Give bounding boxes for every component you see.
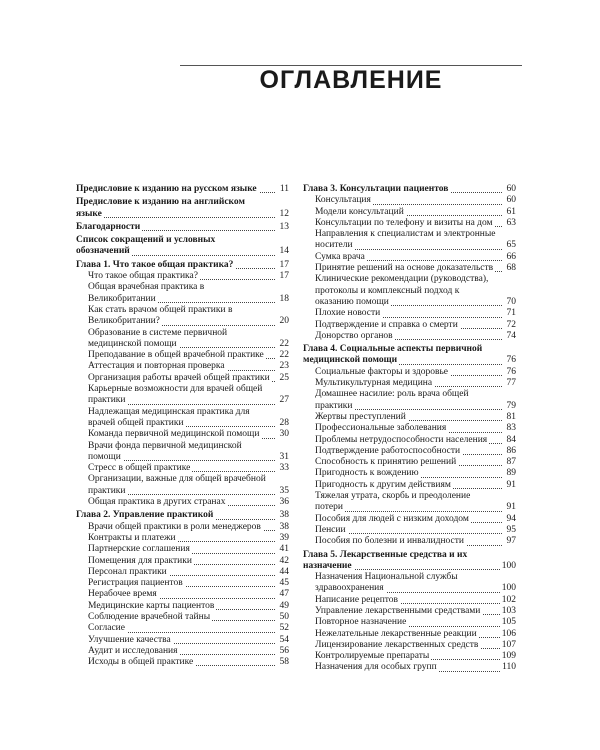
- toc-entry-title: Регистрация пациентов: [88, 578, 183, 589]
- toc-section-entry[interactable]: [88, 384, 289, 407]
- toc-entry-title: Партнерские соглашения: [88, 544, 190, 555]
- toc-entry-title: Команда первичной медицинской помощи: [88, 429, 260, 440]
- toc-entry-title: Проблемы нетрудоспособности населения: [315, 434, 488, 445]
- toc-page-number: 25: [279, 372, 289, 383]
- toc-page-number: 35: [279, 485, 289, 496]
- toc-page-number: 17: [279, 271, 289, 282]
- toc-entry-title: Надлежащая медицинская практика для врачей общей практики: [88, 406, 250, 428]
- toc-entry-title: Исходы в общей практике: [88, 657, 194, 668]
- toc-chapter-entry[interactable]: [76, 197, 289, 220]
- toc-entry-title: Сумка врача: [315, 251, 365, 262]
- toc-entry-title: Консультация: [315, 195, 371, 206]
- toc-entry-title: Способность к принятию решений: [315, 457, 457, 468]
- toc-page-number: 100: [501, 560, 516, 571]
- toc-page-number: 39: [279, 532, 289, 543]
- toc-section-entry[interactable]: [315, 252, 516, 263]
- toc-entry-title: Пенсии: [315, 524, 346, 535]
- toc-page-number: 18: [279, 293, 289, 304]
- toc-entry-title: Карьерные возможности для врачей общей практики: [88, 384, 263, 406]
- toc-page-number: 13: [279, 221, 289, 232]
- toc-entry-title: Организации, важные для общей врачебной практики: [88, 474, 266, 496]
- toc-section-entry[interactable]: [315, 263, 516, 274]
- toc-entry-title: Подтверждение и справка о смерти: [315, 319, 458, 330]
- toc-entry-title: Аттестация и повторная проверка: [88, 361, 225, 372]
- toc-entry-title: Глава 2. Управление практикой: [76, 510, 214, 521]
- toc-entry-title: Домашнее насилие: роль врача общей практики: [315, 389, 469, 411]
- toc-page-number: 77: [506, 378, 516, 389]
- toc-chapter-entry[interactable]: [303, 344, 516, 367]
- toc-page-number: 72: [506, 319, 516, 330]
- toc-page-number: 22: [279, 338, 289, 349]
- toc-page-number: 102: [501, 594, 516, 605]
- toc-section-entry[interactable]: [315, 229, 516, 252]
- toc-page-number: 87: [506, 457, 516, 468]
- toc-page-number: 47: [279, 589, 289, 600]
- toc-section-entry[interactable]: [315, 320, 516, 331]
- toc-entry-title: Повторное назначение: [315, 617, 407, 628]
- toc-section-entry[interactable]: [315, 536, 516, 547]
- toc-chapter-entry[interactable]: [76, 222, 289, 233]
- toc-entry-title: Список сокращений и условных обозначений: [76, 235, 216, 257]
- toc-page-number: 84: [506, 434, 516, 445]
- toc-page-number: 45: [279, 578, 289, 589]
- toc-page-number: 71: [506, 308, 516, 319]
- toc-section-entry[interactable]: [88, 533, 289, 544]
- toc-entry-title: Общая практика в других странах: [88, 497, 226, 508]
- toc-section-entry[interactable]: [315, 331, 516, 342]
- toc-section-entry[interactable]: [315, 367, 516, 378]
- toc-section-entry[interactable]: [88, 646, 289, 657]
- toc-section-entry[interactable]: [88, 623, 289, 634]
- toc-page-number: 66: [506, 251, 516, 262]
- toc-section-entry[interactable]: [88, 578, 289, 589]
- toc-section-entry[interactable]: [315, 480, 516, 491]
- toc-section-entry[interactable]: [315, 457, 516, 468]
- toc-entry-title: Пособия для людей с низким доходом: [315, 513, 469, 524]
- toc-page-number: 89: [506, 468, 516, 479]
- toc-page-number: 76: [506, 355, 516, 366]
- toc-entry-title: Общая врачебная практика в Великобритании: [88, 282, 205, 304]
- toc-entry-title: Контролируемые препараты: [315, 651, 430, 662]
- toc-entry-title: Профессиональные заболевания: [315, 423, 447, 434]
- toc-entry-title: Клинические рекомендации (руководства), протоколы и комплексный подход к оказанию помощи: [315, 274, 489, 307]
- toc-page-number: 107: [501, 639, 516, 650]
- toc-entry-title: Аудит и исследования: [88, 645, 178, 656]
- toc-page-number: 83: [506, 423, 516, 434]
- toc-entry-title: Жертвы преступлений: [315, 411, 406, 422]
- toc-section-entry[interactable]: [88, 429, 289, 440]
- toc-section-entry[interactable]: [88, 271, 289, 282]
- toc-section-entry[interactable]: [315, 412, 516, 423]
- toc-section-entry[interactable]: [315, 491, 516, 514]
- toc-section-entry[interactable]: [88, 589, 289, 600]
- toc-section-entry[interactable]: [88, 328, 289, 351]
- toc-page-number: 17: [279, 259, 289, 270]
- toc-entry-title: Врачи фонда первичной медицинской помощи: [88, 440, 242, 462]
- toc-entry-title: Модели консультаций: [315, 206, 404, 217]
- toc-page-number: 38: [279, 521, 289, 532]
- toc-chapter-entry[interactable]: [76, 510, 289, 521]
- toc-page-number: 106: [501, 628, 516, 639]
- toc-entry-title: Что такое общая практика?: [88, 271, 198, 282]
- toc-section-entry[interactable]: [315, 514, 516, 525]
- toc-section-entry[interactable]: [88, 497, 289, 508]
- toc-page-number: 60: [506, 195, 516, 206]
- toc-section-entry[interactable]: [88, 601, 289, 612]
- toc-page-number: 28: [279, 417, 289, 428]
- toc-entry-title: Пригодность к вождению: [315, 468, 419, 479]
- toc-page-number: 79: [506, 400, 516, 411]
- toc-section-entry[interactable]: [88, 361, 289, 372]
- toc-section-entry[interactable]: [315, 423, 516, 434]
- toc-page-number: 30: [279, 429, 289, 440]
- toc-chapter-entry[interactable]: [76, 260, 289, 271]
- toc-section-entry[interactable]: [88, 350, 289, 361]
- toc-entry-title: Написание рецептов: [315, 594, 399, 605]
- toc-entry-title: Соблюдение врачебной тайны: [88, 611, 211, 622]
- toc-page-number: 61: [506, 206, 516, 217]
- toc-page-number: 38: [279, 510, 289, 521]
- toc-entry-title: Принятие решений на основе доказательств: [315, 263, 494, 274]
- toc-entry-title: Образование в системе первичной медицинской помощи: [88, 327, 228, 349]
- toc-entry-title: Преподавание в общей врачебной практике: [88, 350, 264, 361]
- toc-entry-title: Персонал практики: [88, 566, 167, 577]
- toc-entry-title: Глава 3. Консультации пациентов: [303, 184, 449, 194]
- toc-page-number: 68: [506, 263, 516, 274]
- toc-page-number: 41: [279, 544, 289, 555]
- toc-entry-title: Предисловие к изданию на английском языке: [76, 197, 245, 219]
- toc-page-number: 86: [506, 445, 516, 456]
- toc-section-entry[interactable]: [315, 378, 516, 389]
- toc-entry-title: Подтверждение работоспособности: [315, 445, 461, 456]
- toc-chapter-entry[interactable]: [76, 184, 289, 195]
- toc-page-number: 70: [506, 296, 516, 307]
- toc-section-entry[interactable]: [315, 640, 516, 651]
- toc-section-entry[interactable]: [315, 207, 516, 218]
- toc-entry-title: Нерабочее время: [88, 589, 157, 600]
- toc-section-entry[interactable]: [315, 662, 516, 673]
- toc-section-entry[interactable]: [88, 441, 289, 464]
- toc-entry-title: Благодарности: [76, 221, 141, 232]
- toc-entry-title: Лицензирование лекарственных средств: [315, 639, 479, 650]
- toc-page-number: 31: [279, 451, 289, 462]
- toc-section-entry[interactable]: [315, 629, 516, 640]
- toc-section-entry[interactable]: [88, 474, 289, 497]
- toc-page-number: 12: [279, 208, 289, 219]
- toc-section-entry[interactable]: [315, 606, 516, 617]
- toc-page-number: 100: [501, 583, 516, 594]
- toc-section-entry[interactable]: [315, 572, 516, 595]
- toc-page-number: 11: [279, 184, 289, 194]
- toc-entry-title: Глава 1. Что такое общая практика?: [76, 259, 234, 270]
- toc-section-entry[interactable]: [88, 522, 289, 533]
- toc-entry-title: Организация работы врачей общей практики: [88, 372, 270, 383]
- toc-entry-title: Предисловие к изданию на русском языке: [76, 184, 257, 194]
- toc-page-number: 42: [279, 555, 289, 566]
- toc-section-entry[interactable]: [315, 218, 516, 229]
- toc-section-entry[interactable]: [88, 635, 289, 646]
- toc-page-number: 22: [279, 350, 289, 361]
- toc-entry-title: Социальные факторы и здоровье: [315, 366, 448, 377]
- toc-entry-title: Направления к специалистам и электронные носители: [315, 229, 496, 251]
- toc-page-number: 91: [506, 479, 516, 490]
- toc-entry-title: Плохие новости: [315, 308, 381, 319]
- toc-section-entry[interactable]: [88, 567, 289, 578]
- toc-entry-title: Управление лекарственными средствами: [315, 605, 481, 616]
- toc-section-entry[interactable]: [315, 651, 516, 662]
- toc-page-number: 95: [506, 524, 516, 535]
- toc-section-entry[interactable]: [88, 373, 289, 384]
- toc-page-number: 33: [279, 463, 289, 474]
- toc-entry-title: Донорство органов: [315, 330, 393, 341]
- toc-section-entry[interactable]: [88, 657, 289, 668]
- toc-section-entry[interactable]: [88, 407, 289, 430]
- toc-entry-title: Пособия по болезни и инвалидности: [315, 536, 464, 547]
- toc-page-number: 60: [506, 184, 516, 194]
- toc-page-number: 27: [279, 395, 289, 406]
- toc-entry-title: Врачи общей практики в роли менеджеров: [88, 521, 261, 532]
- toc-page-number: 58: [279, 657, 289, 668]
- toc-right-column: [303, 184, 516, 674]
- toc-page-number: 105: [501, 617, 516, 628]
- toc-page-number: 36: [279, 497, 289, 508]
- toc-page-number: 14: [279, 246, 289, 257]
- toc-entry-title: Глава 4. Социальные аспекты первичной медицинской помощи: [303, 344, 483, 366]
- toc-entry-title: Помещения для практики: [88, 555, 192, 566]
- page-title: ОГЛАВЛЕНИЕ: [259, 66, 443, 94]
- toc-section-entry[interactable]: [88, 544, 289, 555]
- toc-page-number: 54: [279, 634, 289, 645]
- toc-entry-title: Консультации по телефону и визиты на дом: [315, 217, 493, 228]
- toc-chapter-entry[interactable]: [76, 235, 289, 258]
- toc-entry-title: Улучшение качества: [88, 634, 171, 645]
- toc-entry-title: Нежелательные лекарственные реакции: [315, 628, 477, 639]
- toc-entry-title: Согласие: [88, 623, 125, 634]
- toc-page-number: 81: [506, 411, 516, 422]
- toc-page-number: 110: [502, 662, 516, 673]
- toc-entry-title: Глава 5. Лекарственные средства и их назначение: [303, 549, 468, 571]
- toc-page-number: 23: [279, 361, 289, 372]
- toc-section-entry[interactable]: [315, 389, 516, 412]
- toc-section-entry[interactable]: [315, 435, 516, 446]
- toc-entry-title: Контракты и платежи: [88, 532, 176, 543]
- toc-entry-title: Назначения для особых групп: [315, 662, 437, 673]
- toc-page-number: 91: [506, 502, 516, 513]
- toc-left-column: [76, 184, 289, 668]
- toc-page-number: 94: [506, 513, 516, 524]
- toc-entry-title: Пригодность к другим действиям: [315, 479, 451, 490]
- toc-page-number: 103: [501, 605, 516, 616]
- toc-chapter-entry[interactable]: [303, 184, 516, 195]
- toc-entry-title: Тяжелая утрата, скорбь и преодоление потери: [315, 491, 471, 513]
- toc-page-number: 74: [506, 330, 516, 341]
- toc-section-entry[interactable]: [315, 195, 516, 206]
- toc-section-entry[interactable]: [88, 463, 289, 474]
- toc-page-number: 56: [279, 645, 289, 656]
- toc-section-entry[interactable]: [315, 468, 516, 479]
- toc-section-entry[interactable]: [88, 612, 289, 623]
- toc-page-number: 65: [506, 240, 516, 251]
- toc-chapter-entry[interactable]: [303, 550, 516, 573]
- toc-section-entry[interactable]: [88, 282, 289, 305]
- toc-page-number: 44: [279, 566, 289, 577]
- toc-section-entry[interactable]: [315, 274, 516, 308]
- toc-page-number: 109: [501, 651, 516, 662]
- toc-page-number: 20: [279, 316, 289, 327]
- toc-section-entry[interactable]: [315, 446, 516, 457]
- toc-entry-title: Стресс в общей практике: [88, 463, 191, 474]
- toc-page-number: 52: [279, 623, 289, 634]
- toc-section-entry[interactable]: [315, 525, 516, 536]
- toc-section-entry[interactable]: [315, 308, 516, 319]
- dot-leader: [76, 217, 275, 218]
- toc-page-number: 49: [279, 600, 289, 611]
- toc-entry-title: Мультикультурная медицина: [315, 378, 433, 389]
- toc-section-entry[interactable]: [315, 617, 516, 628]
- toc-entry-title: Как стать врачом общей практики в Великобритании?: [88, 304, 233, 327]
- toc-entry-title: Медицинские карты пациентов: [88, 600, 215, 611]
- toc-entry-title: Назначения Национальной службы здравоохранения: [315, 572, 458, 594]
- toc-page-number: 63: [506, 217, 516, 228]
- toc-section-entry[interactable]: [315, 595, 516, 606]
- toc-page-number: 50: [279, 611, 289, 622]
- toc-page-number: 76: [506, 366, 516, 377]
- toc-section-entry[interactable]: [88, 305, 289, 328]
- toc-page-number: 97: [506, 536, 516, 547]
- toc-section-entry[interactable]: [88, 556, 289, 567]
